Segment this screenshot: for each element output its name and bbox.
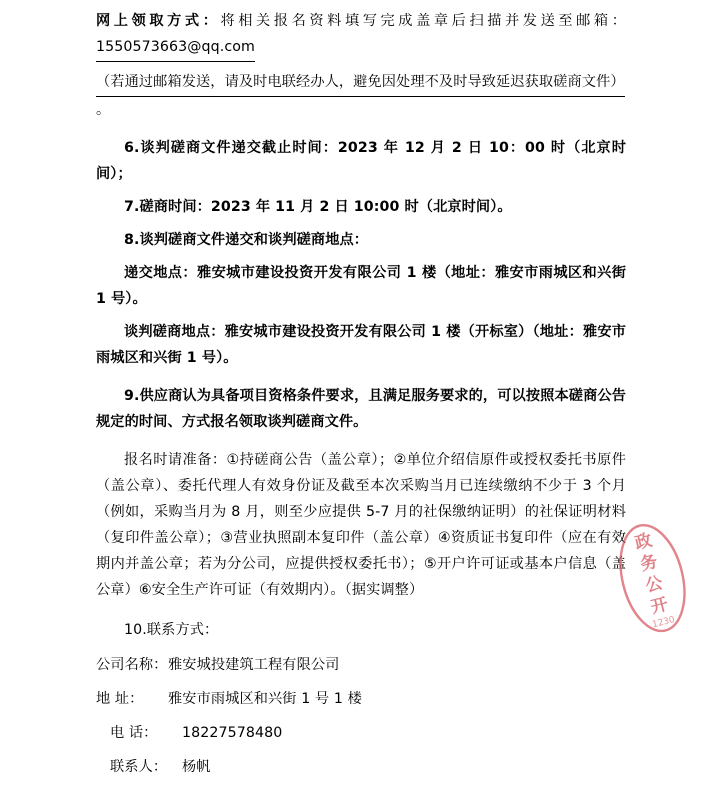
seal-char-3: 公 <box>643 573 665 597</box>
paragraph-online-registration <box>96 8 626 62</box>
contact-company-label: 公司名称： <box>96 657 168 673</box>
seal-char-2: 务 <box>638 551 660 576</box>
contact-person-value: 杨帆 <box>182 759 211 775</box>
mail-note-period: 。 <box>96 102 111 118</box>
contact-person-label: 联系人： <box>110 759 168 775</box>
contact-person <box>96 755 626 779</box>
paragraph-registration-materials: 报名时请准备：①持磋商公告（盖公章）；②单位介绍信原件或授权委托书原件（盖公章）、委托代理人有效身份证及截至本次采购当月已连续缴纳不少于 3 个月（例如，采购当月为 8 月，则至少应提供 5-7 月的社保缴纳证明）的社保证明材料（复印件盖公章）；③营业执照副本复印件（盖公章）④资质证书复印件（应在有效期内并盖公章；若为分公司，应提供授权委托书）；⑤开户许可证或基本户信息（盖公章）⑥安全生产许可证（有效期内）。（据实调整） <box>96 452 626 598</box>
contact-address-label: 地 址： <box>96 691 144 707</box>
document-body <box>96 8 626 789</box>
paragraph-mail-note <box>96 69 626 123</box>
contact-block <box>96 653 626 779</box>
seal-code: 1230 <box>651 615 676 631</box>
contact-address <box>96 687 626 711</box>
seal-char-4: 开 <box>648 594 671 618</box>
paragraph-submission-place: 递交地点：雅安城市建设投资开发有限公司 1 楼（地址：雅安市雨城区和兴街 1 号）。 <box>96 265 626 307</box>
paragraph-item-8-locations-title: 8.谈判磋商文件递交和谈判磋商地点： <box>124 232 369 248</box>
contact-phone-label: 电 话： <box>110 725 158 741</box>
contact-phone-value: 18227578480 <box>182 725 283 741</box>
email-address: 1550573663@qq.com <box>96 34 255 62</box>
online-registration-label: 网上领取方式： <box>96 13 221 29</box>
contact-company-value: 雅安城投建筑工程有限公司 <box>168 657 340 673</box>
contact-address-value: 雅安市雨城区和兴街 1 号 1 楼 <box>168 691 362 707</box>
paragraph-item-7-negotiation-time: 7.磋商时间：2023 年 11 月 2 日 10:00 时（北京时间）。 <box>124 199 512 215</box>
online-registration-text: 将相关报名资料填写完成盖章后扫描并发送至邮箱： <box>220 13 626 29</box>
paragraph-item-6-deadline: 6.谈判磋商文件递交截止时间：2023 年 12 月 2 日 10：00 时（北京时间）； <box>96 140 626 182</box>
seal-char-1: 政 <box>632 530 655 554</box>
contact-company <box>96 653 626 677</box>
paragraph-item-9-qualification: 9.供应商认为具备项目资格条件要求，且满足服务要求的，可以按照本磋商公告规定的时间、方式报名领取谈判磋商文件。 <box>96 388 626 430</box>
paragraph-negotiation-place: 谈判磋商地点：雅安城市建设投资开发有限公司 1 楼（开标室）（地址：雅安市雨城区和兴街 1 号）。 <box>96 324 626 366</box>
mail-note-text: （若通过邮箱发送，请及时电联经办人，避免因处理不及时导致延迟获取磋商文件） <box>96 69 625 97</box>
paragraph-item-10-contact: 10.联系方式： <box>124 622 219 638</box>
